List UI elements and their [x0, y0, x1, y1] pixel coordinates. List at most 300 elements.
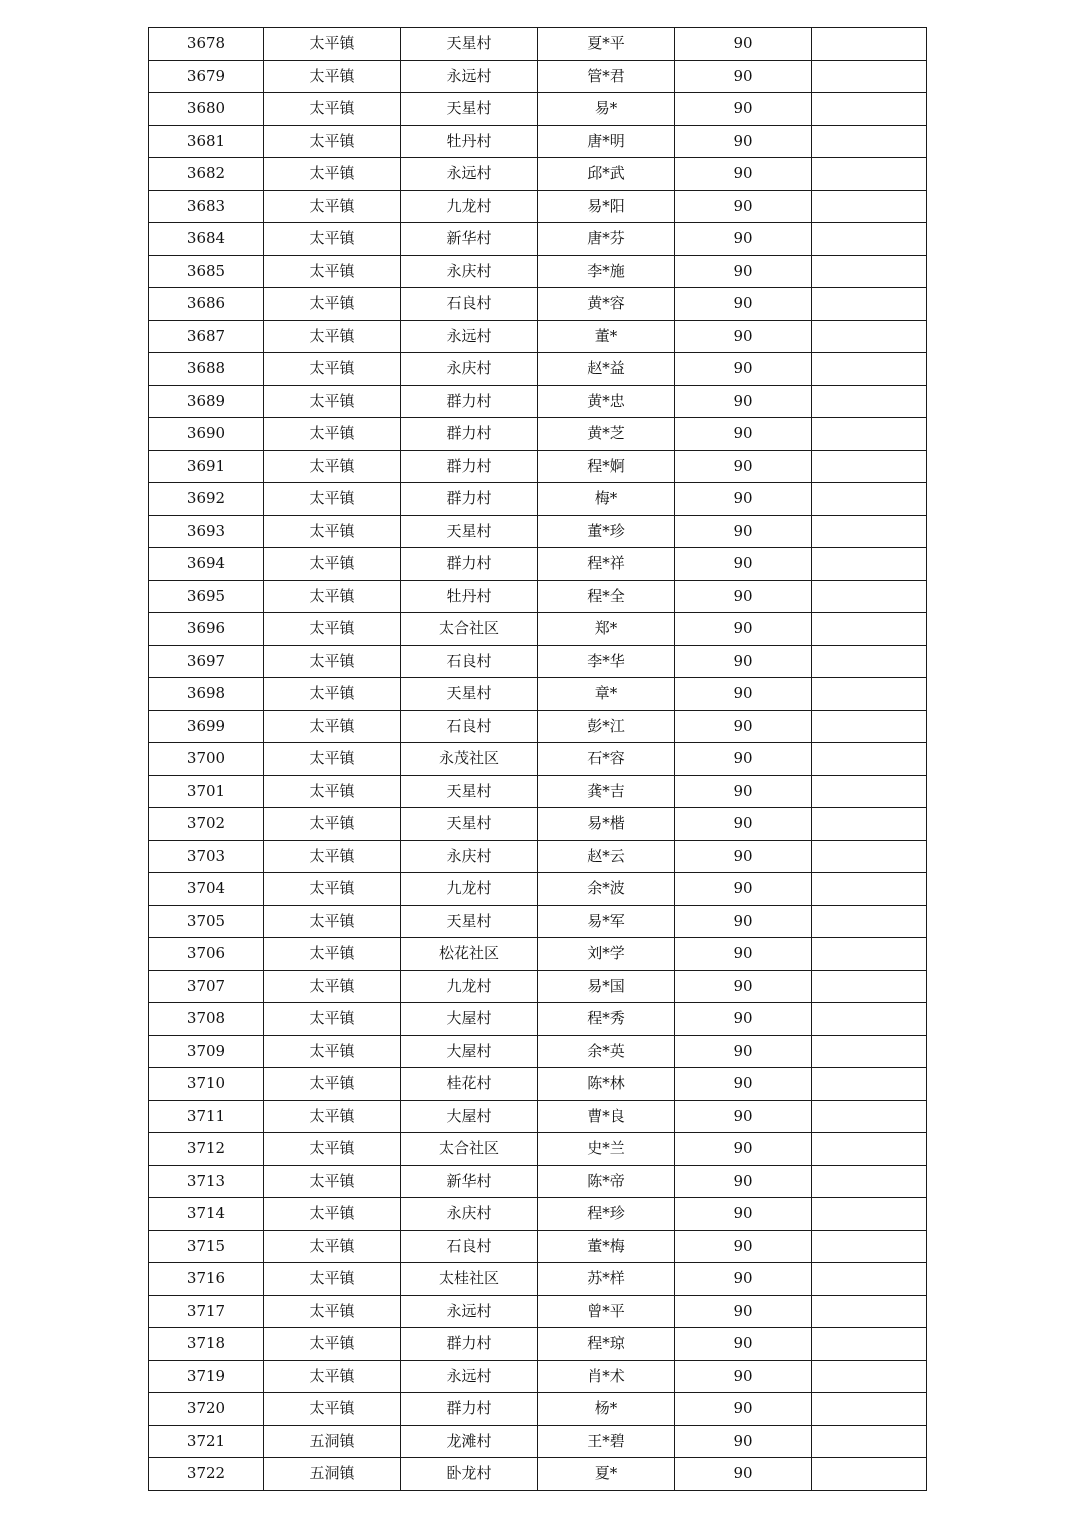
serial-number-cell: 3703 — [149, 840, 264, 873]
serial-number-cell: 3702 — [149, 808, 264, 841]
serial-number-cell: 3718 — [149, 1328, 264, 1361]
remark-cell — [812, 1035, 927, 1068]
remark-cell — [812, 710, 927, 743]
person-name-cell: 刘*学 — [538, 938, 675, 971]
town-cell: 太平镇 — [264, 1100, 401, 1133]
amount-cell: 90 — [675, 450, 812, 483]
table-row — [149, 353, 927, 386]
table-row — [149, 1133, 927, 1166]
person-name-cell: 黄*忠 — [538, 385, 675, 418]
town-cell: 太平镇 — [264, 1393, 401, 1426]
town-cell: 太平镇 — [264, 678, 401, 711]
serial-number-cell: 3698 — [149, 678, 264, 711]
table-row — [149, 450, 927, 483]
remark-cell — [812, 743, 927, 776]
serial-number-cell: 3690 — [149, 418, 264, 451]
remark-cell — [812, 678, 927, 711]
amount-cell: 90 — [675, 873, 812, 906]
village-cell: 太桂社区 — [401, 1263, 538, 1296]
person-name-cell: 曹*良 — [538, 1100, 675, 1133]
person-name-cell: 易*楷 — [538, 808, 675, 841]
village-cell: 群力村 — [401, 450, 538, 483]
village-cell: 永茂社区 — [401, 743, 538, 776]
amount-cell: 90 — [675, 385, 812, 418]
village-cell: 牡丹村 — [401, 580, 538, 613]
amount-cell: 90 — [675, 1068, 812, 1101]
village-cell: 石良村 — [401, 645, 538, 678]
remark-cell — [812, 938, 927, 971]
person-name-cell: 程*珍 — [538, 1198, 675, 1231]
remark-cell — [812, 905, 927, 938]
town-cell: 太平镇 — [264, 483, 401, 516]
remark-cell — [812, 385, 927, 418]
serial-number-cell: 3689 — [149, 385, 264, 418]
table-row — [149, 418, 927, 451]
town-cell: 太平镇 — [264, 223, 401, 256]
amount-cell: 90 — [675, 483, 812, 516]
serial-number-cell: 3700 — [149, 743, 264, 776]
village-cell: 群力村 — [401, 418, 538, 451]
person-name-cell: 曾*平 — [538, 1295, 675, 1328]
person-name-cell: 余*波 — [538, 873, 675, 906]
person-name-cell: 王*碧 — [538, 1425, 675, 1458]
serial-number-cell: 3713 — [149, 1165, 264, 1198]
amount-cell: 90 — [675, 190, 812, 223]
village-cell: 天星村 — [401, 678, 538, 711]
serial-number-cell: 3697 — [149, 645, 264, 678]
person-name-cell: 梅* — [538, 483, 675, 516]
village-cell: 群力村 — [401, 1393, 538, 1426]
village-cell: 永远村 — [401, 1295, 538, 1328]
village-cell: 天星村 — [401, 93, 538, 126]
table-row — [149, 1425, 927, 1458]
table-row — [149, 938, 927, 971]
amount-cell: 90 — [675, 1458, 812, 1491]
person-name-cell: 程*琼 — [538, 1328, 675, 1361]
town-cell: 太平镇 — [264, 613, 401, 646]
amount-cell: 90 — [675, 1165, 812, 1198]
table-row — [149, 158, 927, 191]
person-name-cell: 易*阳 — [538, 190, 675, 223]
person-name-cell: 彭*江 — [538, 710, 675, 743]
town-cell: 太平镇 — [264, 840, 401, 873]
amount-cell: 90 — [675, 320, 812, 353]
village-cell: 牡丹村 — [401, 125, 538, 158]
table-row — [149, 1393, 927, 1426]
serial-number-cell: 3686 — [149, 288, 264, 321]
remark-cell — [812, 93, 927, 126]
town-cell: 太平镇 — [264, 1263, 401, 1296]
town-cell: 太平镇 — [264, 548, 401, 581]
town-cell: 太平镇 — [264, 775, 401, 808]
remark-cell — [812, 190, 927, 223]
remark-cell — [812, 483, 927, 516]
table-row — [149, 873, 927, 906]
serial-number-cell: 3680 — [149, 93, 264, 126]
person-name-cell: 龚*吉 — [538, 775, 675, 808]
person-name-cell: 程*祥 — [538, 548, 675, 581]
person-name-cell: 杨* — [538, 1393, 675, 1426]
amount-cell: 90 — [675, 938, 812, 971]
village-cell: 群力村 — [401, 385, 538, 418]
village-cell: 龙滩村 — [401, 1425, 538, 1458]
amount-cell: 90 — [675, 1360, 812, 1393]
amount-cell: 90 — [675, 1295, 812, 1328]
table-row — [149, 1458, 927, 1491]
town-cell: 太平镇 — [264, 938, 401, 971]
town-cell: 太平镇 — [264, 808, 401, 841]
remark-cell — [812, 1263, 927, 1296]
person-name-cell: 黄*芝 — [538, 418, 675, 451]
amount-cell: 90 — [675, 1393, 812, 1426]
table-row — [149, 775, 927, 808]
amount-cell: 90 — [675, 1230, 812, 1263]
village-cell: 群力村 — [401, 483, 538, 516]
table-row — [149, 385, 927, 418]
person-name-cell: 程*全 — [538, 580, 675, 613]
serial-number-cell: 3717 — [149, 1295, 264, 1328]
remark-cell — [812, 1393, 927, 1426]
town-cell: 太平镇 — [264, 125, 401, 158]
remark-cell — [812, 613, 927, 646]
village-cell: 九龙村 — [401, 970, 538, 1003]
village-cell: 永远村 — [401, 60, 538, 93]
serial-number-cell: 3692 — [149, 483, 264, 516]
town-cell: 太平镇 — [264, 385, 401, 418]
remark-cell — [812, 450, 927, 483]
table-row — [149, 613, 927, 646]
amount-cell: 90 — [675, 808, 812, 841]
town-cell: 太平镇 — [264, 1360, 401, 1393]
remark-cell — [812, 548, 927, 581]
person-name-cell: 管*君 — [538, 60, 675, 93]
amount-cell: 90 — [675, 1035, 812, 1068]
person-name-cell: 董*珍 — [538, 515, 675, 548]
serial-number-cell: 3712 — [149, 1133, 264, 1166]
table-row — [149, 320, 927, 353]
table-row — [149, 1230, 927, 1263]
serial-number-cell: 3691 — [149, 450, 264, 483]
remark-cell — [812, 775, 927, 808]
village-cell: 永庆村 — [401, 1198, 538, 1231]
town-cell: 太平镇 — [264, 60, 401, 93]
person-name-cell: 程*婀 — [538, 450, 675, 483]
table-row — [149, 678, 927, 711]
amount-cell: 90 — [675, 515, 812, 548]
village-cell: 新华村 — [401, 223, 538, 256]
remark-cell — [812, 125, 927, 158]
table-row — [149, 60, 927, 93]
table-row — [149, 710, 927, 743]
person-name-cell: 李*华 — [538, 645, 675, 678]
village-cell: 九龙村 — [401, 190, 538, 223]
table-row — [149, 970, 927, 1003]
village-cell: 永庆村 — [401, 353, 538, 386]
person-name-cell: 夏* — [538, 1458, 675, 1491]
village-cell: 九龙村 — [401, 873, 538, 906]
town-cell: 太平镇 — [264, 1035, 401, 1068]
serial-number-cell: 3679 — [149, 60, 264, 93]
person-name-cell: 唐*芬 — [538, 223, 675, 256]
table-row — [149, 125, 927, 158]
serial-number-cell: 3682 — [149, 158, 264, 191]
serial-number-cell: 3708 — [149, 1003, 264, 1036]
table-row — [149, 580, 927, 613]
person-name-cell: 章* — [538, 678, 675, 711]
amount-cell: 90 — [675, 970, 812, 1003]
serial-number-cell: 3696 — [149, 613, 264, 646]
village-cell: 天星村 — [401, 28, 538, 61]
remark-cell — [812, 580, 927, 613]
serial-number-cell: 3707 — [149, 970, 264, 1003]
remark-cell — [812, 255, 927, 288]
table-row — [149, 190, 927, 223]
town-cell: 太平镇 — [264, 28, 401, 61]
remark-cell — [812, 1230, 927, 1263]
remark-cell — [812, 808, 927, 841]
person-name-cell: 程*秀 — [538, 1003, 675, 1036]
remark-cell — [812, 1360, 927, 1393]
person-name-cell: 陈*帝 — [538, 1165, 675, 1198]
town-cell: 太平镇 — [264, 515, 401, 548]
village-cell: 新华村 — [401, 1165, 538, 1198]
village-cell: 大屋村 — [401, 1035, 538, 1068]
village-cell: 永远村 — [401, 1360, 538, 1393]
village-cell: 卧龙村 — [401, 1458, 538, 1491]
village-cell: 大屋村 — [401, 1003, 538, 1036]
serial-number-cell: 3721 — [149, 1425, 264, 1458]
town-cell: 太平镇 — [264, 255, 401, 288]
table-row — [149, 1068, 927, 1101]
remark-cell — [812, 515, 927, 548]
table-row — [149, 1295, 927, 1328]
village-cell: 永远村 — [401, 158, 538, 191]
table-row — [149, 515, 927, 548]
amount-cell: 90 — [675, 418, 812, 451]
table-row — [149, 255, 927, 288]
remark-cell — [812, 1328, 927, 1361]
town-cell: 太平镇 — [264, 1003, 401, 1036]
person-name-cell: 陈*林 — [538, 1068, 675, 1101]
amount-cell: 90 — [675, 1133, 812, 1166]
amount-cell: 90 — [675, 1003, 812, 1036]
town-cell: 太平镇 — [264, 1230, 401, 1263]
serial-number-cell: 3681 — [149, 125, 264, 158]
amount-cell: 90 — [675, 1100, 812, 1133]
amount-cell: 90 — [675, 1328, 812, 1361]
person-name-cell: 肖*术 — [538, 1360, 675, 1393]
amount-cell: 90 — [675, 353, 812, 386]
person-name-cell: 赵*云 — [538, 840, 675, 873]
serial-number-cell: 3709 — [149, 1035, 264, 1068]
amount-cell: 90 — [675, 580, 812, 613]
remark-cell — [812, 970, 927, 1003]
town-cell: 太平镇 — [264, 190, 401, 223]
serial-number-cell: 3684 — [149, 223, 264, 256]
village-cell: 天星村 — [401, 808, 538, 841]
village-cell: 太合社区 — [401, 1133, 538, 1166]
table-row — [149, 28, 927, 61]
town-cell: 太平镇 — [264, 158, 401, 191]
serial-number-cell: 3715 — [149, 1230, 264, 1263]
village-cell: 群力村 — [401, 548, 538, 581]
person-name-cell: 易*军 — [538, 905, 675, 938]
serial-number-cell: 3720 — [149, 1393, 264, 1426]
village-cell: 石良村 — [401, 1230, 538, 1263]
amount-cell: 90 — [675, 743, 812, 776]
table-row — [149, 1100, 927, 1133]
serial-number-cell: 3699 — [149, 710, 264, 743]
town-cell: 太平镇 — [264, 580, 401, 613]
serial-number-cell: 3706 — [149, 938, 264, 971]
town-cell: 太平镇 — [264, 1165, 401, 1198]
amount-cell: 90 — [675, 28, 812, 61]
village-cell: 群力村 — [401, 1328, 538, 1361]
table-row — [149, 223, 927, 256]
table-body — [149, 28, 927, 1491]
person-name-cell: 夏*平 — [538, 28, 675, 61]
remark-cell — [812, 1068, 927, 1101]
remark-cell — [812, 1133, 927, 1166]
person-name-cell: 郑* — [538, 613, 675, 646]
table-row — [149, 1165, 927, 1198]
serial-number-cell: 3716 — [149, 1263, 264, 1296]
amount-cell: 90 — [675, 1425, 812, 1458]
person-name-cell: 李*施 — [538, 255, 675, 288]
town-cell: 太平镇 — [264, 320, 401, 353]
serial-number-cell: 3714 — [149, 1198, 264, 1231]
town-cell: 太平镇 — [264, 970, 401, 1003]
serial-number-cell: 3711 — [149, 1100, 264, 1133]
village-cell: 石良村 — [401, 710, 538, 743]
village-cell: 桂花村 — [401, 1068, 538, 1101]
amount-cell: 90 — [675, 223, 812, 256]
serial-number-cell: 3710 — [149, 1068, 264, 1101]
serial-number-cell: 3722 — [149, 1458, 264, 1491]
person-name-cell: 赵*益 — [538, 353, 675, 386]
table-row — [149, 645, 927, 678]
person-name-cell: 余*英 — [538, 1035, 675, 1068]
serial-number-cell: 3705 — [149, 905, 264, 938]
person-name-cell: 石*容 — [538, 743, 675, 776]
table-row — [149, 1198, 927, 1231]
town-cell: 太平镇 — [264, 1198, 401, 1231]
town-cell: 太平镇 — [264, 93, 401, 126]
person-name-cell: 易*国 — [538, 970, 675, 1003]
amount-cell: 90 — [675, 1263, 812, 1296]
table-row — [149, 808, 927, 841]
serial-number-cell: 3719 — [149, 1360, 264, 1393]
person-name-cell: 易* — [538, 93, 675, 126]
table-row — [149, 840, 927, 873]
table-row — [149, 1035, 927, 1068]
amount-cell: 90 — [675, 60, 812, 93]
amount-cell: 90 — [675, 288, 812, 321]
data-table — [148, 27, 927, 1491]
table-row — [149, 548, 927, 581]
village-cell: 永远村 — [401, 320, 538, 353]
village-cell: 永庆村 — [401, 255, 538, 288]
serial-number-cell: 3694 — [149, 548, 264, 581]
amount-cell: 90 — [675, 548, 812, 581]
person-name-cell: 黄*容 — [538, 288, 675, 321]
town-cell: 太平镇 — [264, 905, 401, 938]
person-name-cell: 史*兰 — [538, 1133, 675, 1166]
village-cell: 松花社区 — [401, 938, 538, 971]
table-row — [149, 905, 927, 938]
person-name-cell: 董*梅 — [538, 1230, 675, 1263]
town-cell: 五洞镇 — [264, 1458, 401, 1491]
town-cell: 太平镇 — [264, 743, 401, 776]
person-name-cell: 唐*明 — [538, 125, 675, 158]
serial-number-cell: 3704 — [149, 873, 264, 906]
person-name-cell: 苏*样 — [538, 1263, 675, 1296]
village-cell: 太合社区 — [401, 613, 538, 646]
person-name-cell: 邱*武 — [538, 158, 675, 191]
town-cell: 太平镇 — [264, 1328, 401, 1361]
village-cell: 天星村 — [401, 905, 538, 938]
amount-cell: 90 — [675, 678, 812, 711]
remark-cell — [812, 1198, 927, 1231]
town-cell: 五洞镇 — [264, 1425, 401, 1458]
amount-cell: 90 — [675, 840, 812, 873]
remark-cell — [812, 28, 927, 61]
town-cell: 太平镇 — [264, 1295, 401, 1328]
village-cell: 天星村 — [401, 775, 538, 808]
remark-cell — [812, 1458, 927, 1491]
village-cell: 大屋村 — [401, 1100, 538, 1133]
amount-cell: 90 — [675, 613, 812, 646]
amount-cell: 90 — [675, 775, 812, 808]
town-cell: 太平镇 — [264, 418, 401, 451]
amount-cell: 90 — [675, 1198, 812, 1231]
town-cell: 太平镇 — [264, 873, 401, 906]
serial-number-cell: 3687 — [149, 320, 264, 353]
remark-cell — [812, 353, 927, 386]
amount-cell: 90 — [675, 645, 812, 678]
amount-cell: 90 — [675, 710, 812, 743]
table-row — [149, 1003, 927, 1036]
serial-number-cell: 3693 — [149, 515, 264, 548]
remark-cell — [812, 645, 927, 678]
remark-cell — [812, 873, 927, 906]
serial-number-cell: 3683 — [149, 190, 264, 223]
remark-cell — [812, 223, 927, 256]
serial-number-cell: 3688 — [149, 353, 264, 386]
amount-cell: 90 — [675, 158, 812, 191]
village-cell: 天星村 — [401, 515, 538, 548]
serial-number-cell: 3701 — [149, 775, 264, 808]
remark-cell — [812, 320, 927, 353]
village-cell: 永庆村 — [401, 840, 538, 873]
town-cell: 太平镇 — [264, 710, 401, 743]
town-cell: 太平镇 — [264, 1068, 401, 1101]
amount-cell: 90 — [675, 905, 812, 938]
remark-cell — [812, 1100, 927, 1133]
amount-cell: 90 — [675, 125, 812, 158]
village-cell: 石良村 — [401, 288, 538, 321]
amount-cell: 90 — [675, 255, 812, 288]
person-name-cell: 董* — [538, 320, 675, 353]
table-row — [149, 1360, 927, 1393]
serial-number-cell: 3685 — [149, 255, 264, 288]
serial-number-cell: 3695 — [149, 580, 264, 613]
table-row — [149, 483, 927, 516]
table-row — [149, 743, 927, 776]
town-cell: 太平镇 — [264, 450, 401, 483]
remark-cell — [812, 158, 927, 191]
amount-cell: 90 — [675, 93, 812, 126]
